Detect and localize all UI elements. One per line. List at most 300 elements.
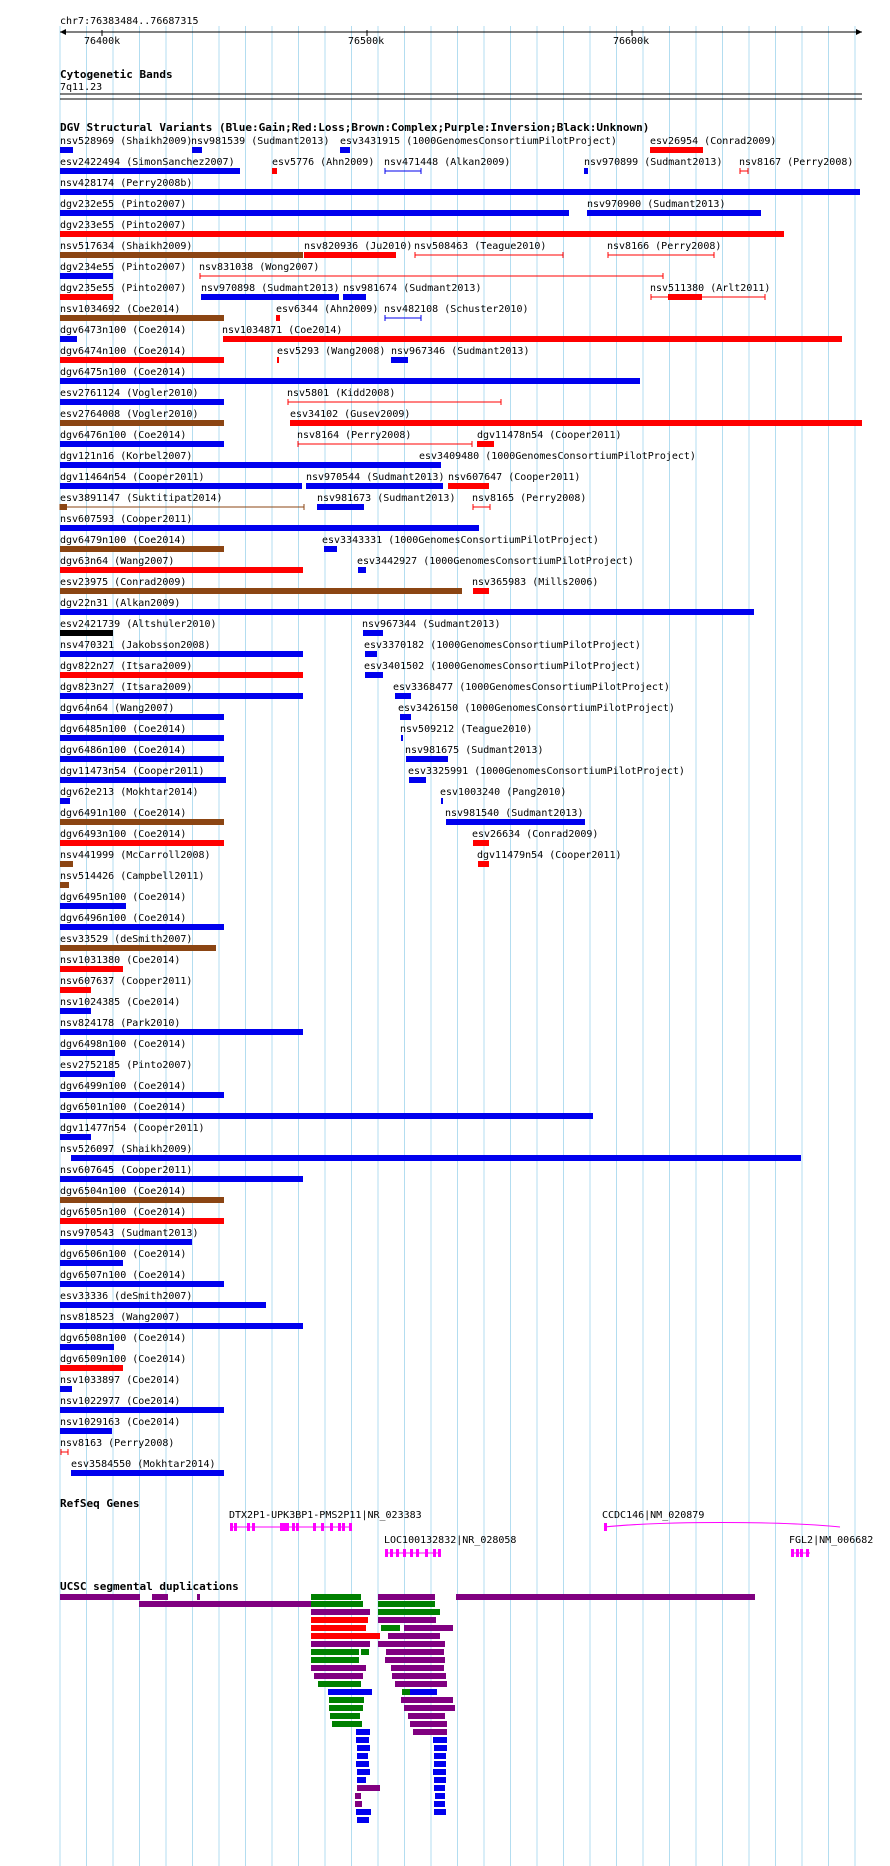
sv-feature: [60, 745, 224, 762]
gene-exon: [330, 1523, 333, 1531]
sv-label: esv33529 (deSmith2007): [60, 934, 193, 945]
ruler: [60, 16, 862, 47]
segdup-bar: [434, 1801, 445, 1807]
sv-bar: [223, 336, 842, 342]
gene-exon: [410, 1549, 413, 1557]
sv-bar: [60, 588, 462, 594]
sv-label: nsv1034871 (Coe2014): [222, 325, 343, 336]
sv-label: esv6344 (Ahn2009): [276, 304, 379, 315]
sv-label: nsv482108 (Schuster2010): [384, 304, 529, 315]
sv-label: esv23975 (Conrad2009): [60, 577, 187, 588]
sv-bar: [60, 609, 754, 615]
sv-label: dgv235e55 (Pinto2007): [60, 283, 187, 294]
sv-bar: [60, 819, 224, 825]
sv-label: nsv970898 (Sudmant2013): [201, 283, 340, 294]
segdup-bar: [357, 1817, 369, 1823]
sv-label: nsv970544 (Sudmant2013): [306, 472, 445, 483]
sv-bar: [409, 777, 426, 783]
dgv-title: DGV Structural Variants (Blue:Gain;Red:Loss;Brown:Complex;Purple:Inversion;Black:Unknown): [60, 121, 650, 134]
sv-feature: [60, 304, 224, 321]
sv-feature: [290, 409, 862, 426]
sv-label: dgv6498n100 (Coe2014): [60, 1039, 187, 1050]
gene-exon: [234, 1523, 237, 1531]
sv-bar: [60, 777, 226, 783]
sv-bar: [60, 1323, 303, 1329]
gene-label: LOC100132832|NR_028058: [384, 1535, 517, 1546]
gene-exon: [292, 1523, 295, 1531]
segdup-bar: [330, 1713, 360, 1719]
sv-bar: [60, 1407, 224, 1413]
sv-feature: [472, 577, 598, 594]
sv-label: esv3343331 (1000GenomesConsortiumPilotProject): [322, 535, 599, 546]
sv-feature: [60, 1060, 192, 1077]
gene-exon: [280, 1523, 283, 1531]
segdup-bar: [404, 1625, 453, 1631]
sv-label: nsv526097 (Shaikh2009): [60, 1144, 193, 1155]
sv-label: nsv528969 (Shaikh2009): [60, 136, 193, 147]
segdup-bar: [311, 1641, 370, 1647]
sv-feature: [60, 1249, 186, 1266]
segdup-bar: [328, 1689, 372, 1695]
segdup-bar: [434, 1745, 447, 1751]
sv-bar: [60, 189, 860, 195]
sv-bar: [60, 1134, 91, 1140]
sv-bar: [60, 1050, 115, 1056]
sv-feature: [60, 514, 479, 531]
sv-label: nsv8166 (Perry2008): [607, 241, 722, 252]
sv-label: dgv6508n100 (Coe2014): [60, 1333, 187, 1344]
sv-label: esv3431915 (1000GenomesConsortiumPilotProject): [340, 136, 617, 147]
sv-label: dgv234e55 (Pinto2007): [60, 262, 187, 273]
ruler-tick-label: 76400k: [84, 36, 121, 47]
sv-feature: [340, 136, 617, 153]
sv-label: esv26954 (Conrad2009): [650, 136, 777, 147]
segdup-bar: [386, 1649, 444, 1655]
sv-bar: [60, 1029, 303, 1035]
sv-bar: [71, 1470, 224, 1476]
sv-feature: [60, 871, 205, 888]
segdup-bar: [392, 1673, 446, 1679]
sv-feature: [60, 1102, 593, 1119]
gene-exon: [283, 1523, 286, 1531]
sv-feature: [445, 808, 585, 825]
segdup-bar: [311, 1649, 359, 1655]
gene-exon: [791, 1549, 794, 1557]
sv-bar: [446, 819, 585, 825]
sv-feature: [60, 367, 640, 384]
sv-feature: [60, 556, 303, 573]
segdup-bar: [385, 1657, 445, 1663]
sv-feature: [60, 1438, 174, 1455]
segdup-bar: [434, 1777, 446, 1783]
sv-label: esv3442927 (1000GenomesConsortiumPilotProject): [357, 556, 634, 567]
sv-label: nsv607647 (Cooper2011): [448, 472, 581, 483]
sv-bar: [201, 294, 339, 300]
segdup-bar: [318, 1681, 361, 1687]
gene-exon: [286, 1523, 289, 1531]
segdup-bar: [381, 1625, 400, 1631]
sv-label: nsv970899 (Sudmant2013): [584, 157, 723, 168]
segdup-bar: [311, 1625, 366, 1631]
sv-bar: [60, 714, 224, 720]
sv-label: esv3368477 (1000GenomesConsortiumPilotProject): [393, 682, 670, 693]
dgv-track: [60, 121, 862, 1476]
sv-bar: [290, 420, 862, 426]
sv-feature: [60, 1018, 303, 1035]
sv-feature: [60, 787, 198, 804]
sv-label: esv26634 (Conrad2009): [472, 829, 599, 840]
sv-feature: [384, 157, 510, 174]
sv-label: nsv470321 (Jakobsson2008): [60, 640, 211, 651]
sv-feature: [60, 472, 302, 489]
segdup-bar: [434, 1761, 446, 1767]
sv-bar: [60, 441, 224, 447]
sv-label: dgv6486n100 (Coe2014): [60, 745, 187, 756]
sv-feature: [60, 808, 224, 825]
sv-bar: [60, 1260, 123, 1266]
cytoband-title: Cytogenetic Bands: [60, 68, 173, 81]
sv-bar: [60, 987, 91, 993]
sv-feature: [60, 1291, 266, 1308]
gene-exon: [385, 1549, 388, 1557]
sv-label: nsv8165 (Perry2008): [472, 493, 587, 504]
sv-bar: [277, 357, 279, 363]
sv-label: nsv441999 (McCarroll2008): [60, 850, 211, 861]
sv-label: dgv6496n100 (Coe2014): [60, 913, 187, 924]
sv-bar: [60, 903, 126, 909]
sv-label: nsv981539 (Sudmant2013): [191, 136, 330, 147]
sv-label: esv5293 (Wang2008): [277, 346, 386, 357]
sv-bar: [668, 294, 702, 300]
segdup-bar: [391, 1665, 444, 1671]
sv-label: dgv6474n100 (Coe2014): [60, 346, 187, 357]
sv-label: dgv62e213 (Mokhtar2014): [60, 787, 199, 798]
sv-bar: [324, 546, 337, 552]
segdup-bar: [408, 1713, 445, 1719]
sv-feature: [60, 388, 224, 405]
sv-label: nsv471448 (Alkan2009): [384, 157, 511, 168]
segdup-bar: [356, 1809, 371, 1815]
gene-exon: [390, 1549, 393, 1557]
segdup-bar: [311, 1617, 368, 1623]
gene-exon: [230, 1523, 233, 1531]
sv-label: nsv508463 (Teague2010): [414, 241, 547, 252]
sv-bar: [584, 168, 588, 174]
segdup-bar: [378, 1601, 435, 1607]
segdup-bar: [355, 1793, 361, 1799]
sv-label: nsv1034692 (Coe2014): [60, 304, 181, 315]
segdup-bar: [60, 1594, 140, 1600]
sv-label: dgv6505n100 (Coe2014): [60, 1207, 187, 1218]
segdup-bar: [357, 1777, 366, 1783]
sv-label: dgv6476n100 (Coe2014): [60, 430, 187, 441]
sv-label: dgv11477n54 (Cooper2011): [60, 1123, 205, 1134]
sv-feature: [276, 304, 378, 321]
sv-label: dgv11464n54 (Cooper2011): [60, 472, 205, 483]
sv-bar: [276, 315, 280, 321]
sv-bar: [272, 168, 277, 174]
sv-feature: [60, 493, 304, 510]
gene-label: CCDC146|NM_020879: [602, 1510, 705, 1521]
sv-feature: [60, 451, 423, 468]
sv-feature: [414, 241, 563, 258]
sv-bar: [60, 210, 569, 216]
gene-label: DTX2P1-UPK3BP1-PMS2P11|NR_023383: [229, 1510, 422, 1521]
sv-bar: [587, 210, 761, 216]
sv-label: esv2764008 (Vogler2010): [60, 409, 199, 420]
sv-bar: [358, 567, 366, 573]
sv-label: dgv6495n100 (Coe2014): [60, 892, 187, 903]
segdup-bar: [456, 1594, 755, 1600]
sv-bar: [400, 714, 411, 720]
sv-label: esv2421739 (Altshuler2010): [60, 619, 217, 630]
sv-feature: [472, 493, 586, 510]
sv-bar: [60, 147, 73, 153]
sv-label: dgv121n16 (Korbel2007): [60, 451, 193, 462]
sv-feature: [60, 1123, 205, 1140]
sv-label: esv3426150 (1000GenomesConsortiumPilotProject): [398, 703, 675, 714]
gene-exon: [349, 1523, 352, 1531]
sv-bar: [60, 567, 303, 573]
segdup-bar: [410, 1721, 447, 1727]
sv-feature: [60, 535, 224, 552]
refseq-genes: [229, 1510, 873, 1557]
segdup-bar: [413, 1729, 447, 1735]
ruler-left-arrow-icon: [60, 29, 66, 35]
sv-bar: [60, 546, 224, 552]
gene-exon: [403, 1549, 406, 1557]
sv-bar: [60, 1092, 224, 1098]
sv-feature: [393, 682, 670, 699]
sv-label: esv34102 (Gusev2009): [290, 409, 411, 420]
sv-feature: [306, 472, 444, 489]
sv-label: dgv22n31 (Alkan2009): [60, 598, 181, 609]
sv-label: dgv6504n100 (Coe2014): [60, 1186, 187, 1197]
refseq-title: RefSeq Genes: [60, 1497, 140, 1510]
gene-exon: [313, 1523, 316, 1531]
sv-feature: [60, 430, 224, 447]
sv-label: nsv607645 (Cooper2011): [60, 1165, 193, 1176]
sv-bar: [60, 735, 224, 741]
sv-bar: [478, 861, 489, 867]
sv-label: nsv8164 (Perry2008): [297, 430, 412, 441]
sv-label: nsv820936 (Ju2010): [304, 241, 413, 252]
sv-feature: [60, 829, 224, 846]
sv-label: esv2752185 (Pinto2007): [60, 1060, 193, 1071]
sv-bar: [60, 630, 113, 636]
segdup-bar: [395, 1681, 447, 1687]
sv-bar: [60, 231, 784, 237]
segdup-bar: [356, 1729, 370, 1735]
sv-feature: [60, 220, 784, 237]
segdup-bar: [434, 1785, 445, 1791]
segdup-bar: [357, 1753, 368, 1759]
sv-label: nsv1022977 (Coe2014): [60, 1396, 181, 1407]
sv-feature: [60, 325, 186, 342]
sv-bar: [395, 693, 411, 699]
sv-bar: [365, 651, 377, 657]
sv-feature: [60, 955, 180, 972]
sv-label: esv3401502 (1000GenomesConsortiumPilotProject): [364, 661, 641, 672]
sv-feature: [272, 157, 374, 174]
sv-bar: [60, 315, 224, 321]
gene-exon: [438, 1549, 441, 1557]
sv-label: nsv970543 (Sudmant2013): [60, 1228, 199, 1239]
gene-feature: [602, 1510, 840, 1531]
sv-feature: [317, 493, 455, 510]
sv-label: dgv823n27 (Itsara2009): [60, 682, 193, 693]
segdup-bar: [378, 1594, 435, 1600]
sv-label: esv2761124 (Vogler2010): [60, 388, 199, 399]
sv-label: nsv824178 (Park2010): [60, 1018, 181, 1029]
sv-label: nsv1033897 (Coe2014): [60, 1375, 181, 1386]
sv-bar: [60, 273, 113, 279]
sv-feature: [322, 535, 599, 552]
sv-bar: [401, 735, 403, 741]
sv-label: nsv514426 (Campbell2011): [60, 871, 205, 882]
sv-label: nsv517634 (Shaikh2009): [60, 241, 193, 252]
gene-exon: [396, 1549, 399, 1557]
sv-label: nsv365983 (Mills2006): [472, 577, 599, 588]
segdup-bar: [357, 1785, 380, 1791]
sv-feature: [60, 766, 226, 783]
region-label: chr7:76383484..76687315: [60, 16, 199, 27]
sv-feature: [60, 598, 754, 615]
segdup-features: [60, 1594, 755, 1823]
sv-feature: [60, 913, 224, 930]
dgv-features: [60, 136, 862, 1476]
sv-label: dgv6501n100 (Coe2014): [60, 1102, 187, 1113]
sv-bar: [60, 1008, 91, 1014]
sv-feature: [60, 976, 192, 993]
sv-bar: [60, 966, 123, 972]
sv-label: nsv5801 (Kidd2008): [287, 388, 396, 399]
sv-bar: [192, 147, 202, 153]
sv-feature: [477, 850, 622, 867]
sv-feature: [60, 262, 186, 279]
sv-bar: [60, 672, 303, 678]
sv-feature: [191, 136, 329, 153]
sv-feature: [384, 304, 529, 321]
sv-feature: [343, 283, 481, 300]
sv-label: nsv981673 (Sudmant2013): [317, 493, 456, 504]
gene-exon: [604, 1523, 607, 1531]
sv-label: dgv233e55 (Pinto2007): [60, 220, 187, 231]
ruler-right-arrow-icon: [856, 29, 862, 35]
gene-exon: [296, 1523, 299, 1531]
sv-bar: [317, 504, 364, 510]
sv-label: dgv6475n100 (Coe2014): [60, 367, 187, 378]
gene-exon: [416, 1549, 419, 1557]
sv-label: esv5776 (Ahn2009): [272, 157, 375, 168]
sv-feature: [60, 1207, 224, 1224]
sv-bar: [60, 1197, 224, 1203]
sv-bar: [306, 483, 443, 489]
gene-feature: [384, 1535, 516, 1557]
sv-label: nsv1031380 (Coe2014): [60, 955, 181, 966]
sv-bar: [60, 1218, 224, 1224]
sv-label: nsv981540 (Sudmant2013): [445, 808, 584, 819]
sv-feature: [60, 1417, 180, 1434]
sv-feature: [60, 1375, 180, 1392]
refseq-track: [60, 1497, 873, 1557]
sv-bar: [60, 945, 216, 951]
sv-label: nsv981675 (Sudmant2013): [405, 745, 544, 756]
sv-label: nsv428174 (Perry2008b): [60, 178, 193, 189]
sv-bar: [60, 882, 69, 888]
sv-label: dgv6493n100 (Coe2014): [60, 829, 187, 840]
sv-feature: [60, 850, 211, 867]
sv-feature: [739, 157, 853, 174]
sv-label: dgv6473n100 (Coe2014): [60, 325, 187, 336]
sv-feature: [71, 1459, 224, 1476]
sv-bar: [60, 1302, 266, 1308]
sv-bar: [650, 147, 703, 153]
sv-feature: [60, 724, 224, 741]
sv-label: nsv970900 (Sudmant2013): [587, 199, 726, 210]
gene-exon: [252, 1523, 255, 1531]
sv-feature: [60, 1165, 303, 1182]
gene-exon: [433, 1549, 436, 1557]
sv-label: nsv981674 (Sudmant2013): [343, 283, 482, 294]
sv-label: esv3584550 (Mokhtar2014): [71, 1459, 216, 1470]
sv-feature: [60, 1270, 224, 1287]
segdup-bar: [434, 1753, 446, 1759]
gene-exon: [800, 1549, 803, 1557]
sv-label: nsv509212 (Teague2010): [400, 724, 533, 735]
sv-label: nsv967346 (Sudmant2013): [391, 346, 530, 357]
sv-label: dgv6507n100 (Coe2014): [60, 1270, 187, 1281]
sv-feature: [60, 619, 217, 636]
sv-feature: [60, 346, 224, 363]
segdup-bar: [404, 1705, 455, 1711]
sv-bar: [60, 924, 224, 930]
sv-feature: [60, 1333, 186, 1350]
sv-feature: [587, 199, 761, 216]
sv-feature: [60, 661, 303, 678]
sv-label: dgv64n64 (Wang2007): [60, 703, 175, 714]
sv-bar: [473, 588, 489, 594]
gene-exon: [338, 1523, 341, 1531]
segdup-bar: [311, 1609, 370, 1615]
sv-bar: [60, 336, 77, 342]
sv-bar: [60, 294, 113, 300]
sv-label: nsv8167 (Perry2008): [739, 157, 854, 168]
sv-bar: [60, 462, 423, 468]
sv-bar: [60, 861, 73, 867]
segdup-bar: [311, 1594, 361, 1600]
segdup-bar: [410, 1689, 437, 1695]
sv-bar: [421, 462, 441, 468]
sv-label: nsv818523 (Wang2007): [60, 1312, 181, 1323]
segdup-bar: [361, 1649, 369, 1655]
sv-label: nsv831038 (Wong2007): [199, 262, 320, 273]
sv-bar: [60, 1365, 123, 1371]
sv-feature: [60, 241, 303, 258]
sv-label: esv3370182 (1000GenomesConsortiumPilotProject): [364, 640, 641, 651]
sv-bar: [340, 147, 350, 153]
sv-bar: [60, 378, 640, 384]
sv-bar: [60, 420, 224, 426]
segdup-bar: [434, 1809, 446, 1815]
segdup-bar: [378, 1609, 440, 1615]
segdup-bar: [311, 1665, 366, 1671]
sv-label: dgv6491n100 (Coe2014): [60, 808, 187, 819]
sv-feature: [60, 1081, 224, 1098]
sv-bar: [363, 630, 383, 636]
sv-bar: [60, 483, 302, 489]
segdup-bar: [433, 1769, 446, 1775]
